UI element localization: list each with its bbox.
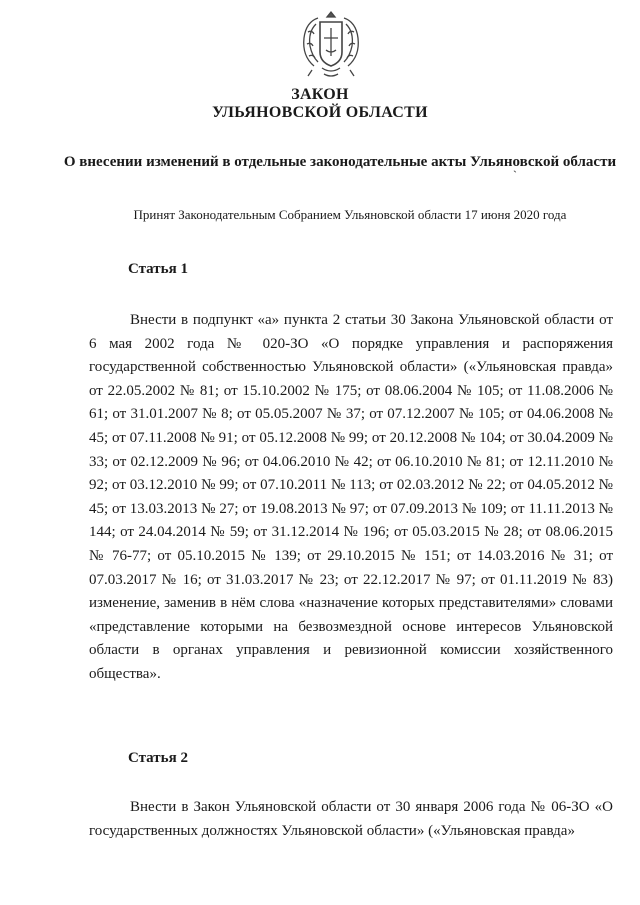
article-2-heading: Статья 2 xyxy=(128,750,188,766)
law-subject: О внесении изменений в отдельные законодательные акты Ульяновской области xyxy=(63,154,617,170)
article-1-heading: Статья 1 xyxy=(128,261,188,277)
adoption-note: Принят Законодательным Собранием Ульяновской области 17 июня 2020 года xyxy=(133,207,567,222)
document-type-title: ЗАКОН xyxy=(291,86,349,103)
article-2-text: Внести в Закон Ульяновской области от 30 января 2006 года № 06-ЗО «О государственных должностях Ульяновской области» («Ульяновская правда» xyxy=(89,799,613,839)
region-title: УЛЬЯНОВСКОЙ ОБЛАСТИ xyxy=(212,104,428,121)
article-1-text: Внести в подпункт «а» пункта 2 статьи 30 Закона Ульяновской области от 6 мая 2002 года № 020-ЗО «О порядке управления и распоряжения государственной собственностью Ульяновской области» («Ульяновская правда» от 22.05.2002 № 81; от 15.10.2002 № 175; от 08.06.2004 № 105; от 11.08.2006 № 61; от 31.01.2007 № 8; от 05.05.2007 № 37; от 07.12.2007 № 105; от 04.06.2008 № 45; от 07.11.2008 № 91; от 05.12.2008 № 99; от 20.12.2008 № 104; от 30.04.2009 № 33; от 02.12.2009 № 96; от 04.06.2010 № 42; от 06.10.2010 № 81; от 12.11.2010 № 92; от 03.12.2010 № 99; от 07.10.2011 № 113; от 02.03.2012 № 22; от 04.05.2012 № 45; от 13.03.2013 № 27; от 19.08.2013 № 97; от 07.09.2013 № 109; от 11.11.2013 № 144; от 24.04.2014 № 59; от 31.12.2014 № 196; от 05.03.2015 № 28; от 08.06.2015 № 76-77; от 05.10.2015 № 139; от 29.10.2015 № 151; от 14.03.2016 № 31; от 07.03.2017 № 16; от 31.03.2017 № 23; от 22.12.2017 № 97; от 01.11.2019 № 83) изменение, заменив в нём слова «назначение которых представителями» словами «представление которыми на безвозмездной основе интересов Ульяновской области в органах управления и ревизионной комиссии хозяйственного общества». xyxy=(89,312,613,682)
stray-mark: ` xyxy=(513,168,517,182)
coat-of-arms-icon xyxy=(296,8,366,80)
